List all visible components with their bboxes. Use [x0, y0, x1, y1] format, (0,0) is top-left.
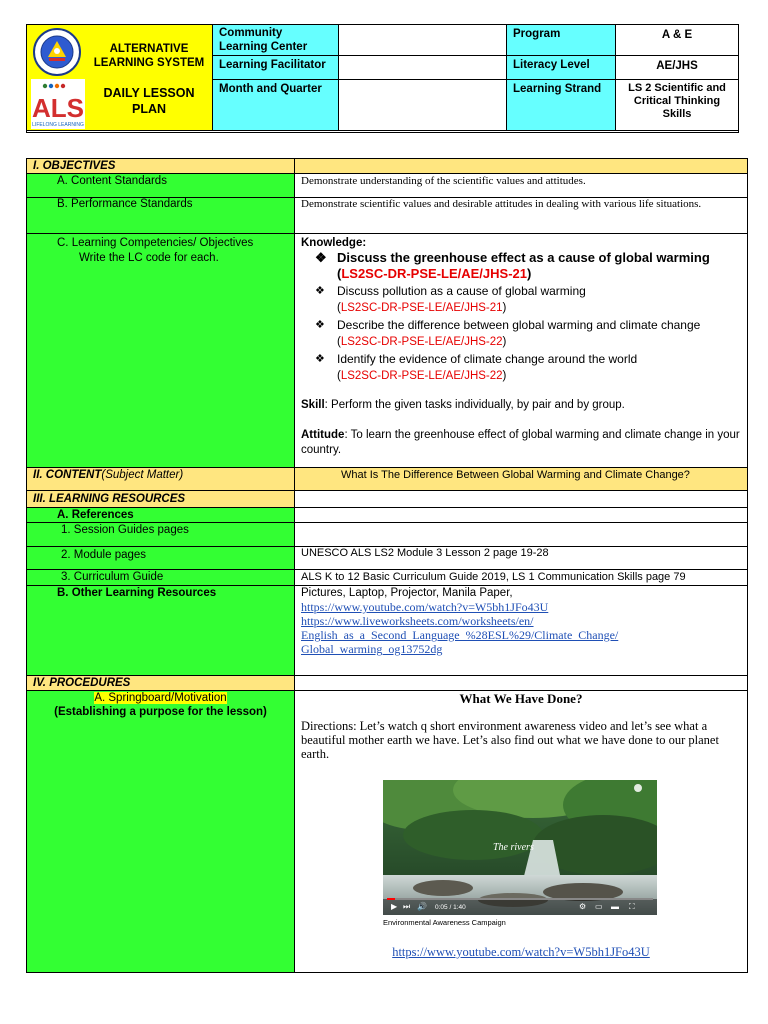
other-resources-row: [26, 585, 748, 676]
svg-text:LIFELONG LEARNING: LIFELONG LEARNING: [32, 122, 84, 128]
springboard-sub: (Establishing a purpose for the lesson): [54, 706, 267, 718]
diamond-bullet-icon: ❖: [315, 285, 325, 297]
module-pages-value: UNESCO ALS LS2 Module 3 Lesson 2 page 19-28: [294, 546, 748, 570]
video-frame-image: [383, 780, 657, 915]
video-thumbnail[interactable]: [383, 780, 657, 915]
facilitator-label: Learning Facilitator: [213, 56, 339, 80]
volume-icon[interactable]: 🔊: [417, 902, 427, 911]
skill-label: Skill: [301, 399, 325, 411]
procedures-heading-blank: [294, 675, 748, 691]
objective-text: Discuss the greenhouse effect as a cause of global warming: [337, 250, 710, 265]
content-heading-text: II. CONTENT: [33, 469, 102, 481]
other-resources-value: [294, 585, 748, 676]
resources-heading: III. LEARNING RESOURCES: [26, 490, 294, 508]
session-guides-label: 1. Session Guides pages: [26, 522, 294, 547]
activity-title: What We Have Done?: [459, 691, 583, 706]
content-heading: [26, 467, 294, 491]
header-title-block: [27, 25, 213, 131]
diamond-bullet-icon: ❖: [315, 353, 325, 365]
org-name: [85, 42, 213, 70]
performance-standards-label: B. Performance Standards: [26, 197, 294, 234]
curriculum-row: [26, 569, 748, 586]
resources-heading-blank: [294, 490, 748, 508]
activity-directions: Directions: Let’s watch q short environment awareness video and let’s see what a beautiful mother earth we have. Let’s also find out what we have done to our planet earth.: [301, 719, 719, 761]
diamond-bullet-icon: ❖: [315, 250, 327, 265]
objective-code: LS2SC-DR-PSE-LE/AE/JHS-21: [340, 302, 503, 314]
video-caption: Environmental Awareness Campaign: [383, 918, 506, 927]
springboard-label-wrap: [27, 691, 294, 705]
curriculum-label: 3. Curriculum Guide: [26, 569, 294, 586]
objective-text: Describe the difference between global warming and climate change: [337, 318, 701, 332]
springboard-row: [26, 690, 748, 973]
springboard-label-cell: [26, 690, 294, 973]
month-quarter-value[interactable]: [339, 80, 507, 131]
objective-text: Discuss pollution as a cause of global warming: [337, 284, 586, 298]
objectives-heading-row: [26, 158, 748, 174]
video-time: 0:05 / 1:40: [435, 904, 466, 911]
objective-item: [301, 250, 741, 282]
clc-label: Community Learning Center: [213, 25, 339, 56]
program-label: Program: [507, 25, 616, 56]
settings-icon[interactable]: ⚙: [579, 902, 587, 911]
objectives-heading-blank: [294, 158, 748, 174]
liveworksheets-link-line[interactable]: Global_warming_og13752dg: [301, 642, 443, 656]
competencies-label-line2: Write the LC code for each.: [79, 252, 219, 264]
other-resources-label: B. Other Learning Resources: [26, 585, 294, 676]
liveworksheets-link[interactable]: [301, 614, 741, 656]
references-row: [26, 507, 748, 523]
content-row: [26, 467, 748, 491]
clc-value[interactable]: [339, 25, 507, 56]
springboard-content: [294, 690, 748, 973]
references-label: A. References: [26, 507, 294, 523]
doc-title: [85, 85, 213, 117]
als-logo: [31, 79, 85, 129]
objective-item: [301, 317, 741, 350]
session-guides-row: [26, 522, 748, 547]
fullscreen-icon[interactable]: ⛶: [629, 902, 635, 911]
org-name-line1: ALTERNATIVE: [109, 43, 189, 55]
content-standards-row: [26, 173, 748, 198]
miniplayer-icon[interactable]: ▭: [595, 902, 603, 911]
play-icon[interactable]: ▶: [391, 902, 398, 911]
objective-code-wrap: (LS2SC-DR-PSE-LE/AE/JHS-22): [337, 336, 507, 348]
competencies-label: [26, 233, 294, 468]
knowledge-label: Knowledge:: [301, 237, 367, 249]
springboard-label: A. Springboard/Motivation: [94, 692, 227, 704]
month-quarter-label: Month and Quarter: [213, 80, 339, 131]
other-resources-text: Pictures, Laptop, Projector, Manila Paper,: [301, 587, 513, 599]
video-overlay-text: The rivers: [493, 842, 534, 853]
performance-standards-row: [26, 197, 748, 234]
theater-icon[interactable]: ▬: [611, 902, 619, 911]
objective-text: Identify the evidence of climate change around the world: [337, 352, 638, 366]
objective-code: LS2SC-DR-PSE-LE/AE/JHS-22: [340, 336, 503, 348]
objective-code-wrap: (LS2SC-DR-PSE-LE/AE/JHS-21): [337, 302, 507, 314]
module-pages-label: 2. Module pages: [26, 546, 294, 570]
objective-code-wrap: (LS2SC-DR-PSE-LE/AE/JHS-21): [337, 266, 532, 281]
svg-text:ALS: ALS: [32, 93, 84, 123]
procedures-heading-row: [26, 675, 748, 691]
literacy-level-value: AE/JHS: [616, 56, 738, 80]
header-table: [26, 24, 739, 133]
module-pages-row: [26, 546, 748, 570]
resources-heading-row: [26, 490, 748, 508]
attitude-text: : To learn the greenhouse effect of global warming and climate change in your country.: [301, 429, 740, 456]
objective-item: [301, 351, 741, 384]
content-standards-label: A. Content Standards: [26, 173, 294, 198]
curriculum-value: ALS K to 12 Basic Curriculum Guide 2019, LS 1 Communication Skills page 79: [294, 569, 748, 586]
org-name-line2: LEARNING SYSTEM: [93, 57, 205, 69]
skill-line: [301, 398, 741, 413]
objective-code: LS2SC-DR-PSE-LE/AE/JHS-22: [340, 370, 503, 382]
references-blank: [294, 507, 748, 523]
session-guides-value: [294, 522, 748, 547]
performance-standards-value: Demonstrate scientific values and desirable attitudes in dealing with various life situations.: [294, 197, 748, 234]
objective-item: [301, 283, 741, 316]
content-heading-sub: (Subject Matter): [101, 469, 184, 481]
competencies-value: [294, 233, 748, 468]
program-value: A & E: [616, 25, 738, 56]
video-link[interactable]: https://www.youtube.com/watch?v=W5bh1JFo43U: [392, 945, 650, 959]
attitude-label: Attitude: [301, 429, 345, 441]
content-standards-value: Demonstrate understanding of the scientific values and attitudes.: [294, 173, 748, 198]
deped-seal-logo: [31, 27, 83, 77]
competencies-row: [26, 233, 748, 468]
diamond-bullet-icon: ❖: [315, 319, 325, 331]
competencies-label-line1: C. Learning Competencies/ Objectives: [57, 237, 254, 249]
next-icon[interactable]: ⏭: [403, 902, 411, 911]
liveworksheets-link-line[interactable]: https://www.liveworksheets.com/worksheets/en/: [301, 614, 534, 628]
doc-title-line1: DAILY LESSON: [103, 86, 195, 100]
literacy-level-label: Literacy Level: [507, 56, 616, 80]
learning-strand-label: Learning Strand: [507, 80, 616, 131]
liveworksheets-link-line[interactable]: English_as_a_Second_Language_%28ESL%29/Climate_Change/: [301, 628, 619, 642]
objective-code: LS2SC-DR-PSE-LE/AE/JHS-21: [341, 266, 527, 281]
learning-strand-value: LS 2 Scientific and Critical Thinking Skills: [616, 80, 738, 131]
objectives-list: [301, 250, 741, 384]
doc-title-line2: PLAN: [131, 102, 167, 116]
objectives-heading: I. OBJECTIVES: [26, 158, 294, 174]
objective-code-wrap: (LS2SC-DR-PSE-LE/AE/JHS-22): [337, 370, 507, 382]
skill-text: : Perform the given tasks individually, by pair and by group.: [324, 399, 625, 411]
procedures-heading: IV. PROCEDURES: [26, 675, 294, 691]
facilitator-value[interactable]: [339, 56, 507, 80]
attitude-line: [301, 428, 741, 458]
youtube-link[interactable]: https://www.youtube.com/watch?v=W5bh1JFo43U: [301, 600, 549, 614]
content-value: What Is The Difference Between Global Warming and Climate Change?: [294, 467, 748, 491]
